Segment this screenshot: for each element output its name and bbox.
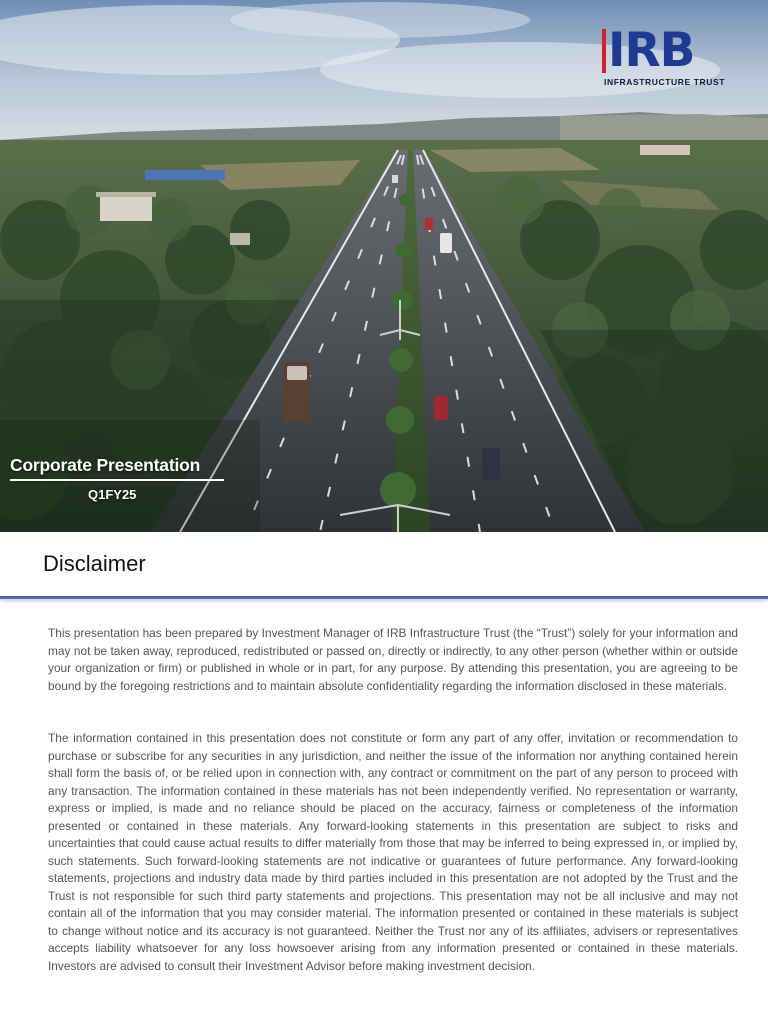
disclaimer-paragraph-2: The information contained in this presentation does not constitute or form any part of any offer, invitation or recommendation to purchase or subscribe for any securities in any jurisdiction, and neither the issue of the information nor anything contained herein shall form the basis of, or be relied upon in connection with, any contract or commitment on the part of any person to proceed with any transaction. The information contained in these materials has not been independently verified. No representation or warranty, express or implied, is made and no reliance should be placed on the accuracy, fairness or completeness of the information presented or contained in these materials. Any forward-looking statements in this presentation are subject to risks and uncertainties that could cause actual results to differ materially from those that may be inferred to being expressed in, or implied by, such statements. Such forward-looking statements are not indicative or guarantees of future performance. Any forward-looking statements, projections and industry data made by third parties included in this presentation are not adopted by the Trust and the Trust is not responsible for such third party statements and projections. This presentation may not be all inclusive and may not contain all of the information that you may consider material. The information presented or contained in these materials is subject to change without notice and its accuracy is not guaranteed. Neither the Trust nor any of its affiliates, advisers or representatives accepts liability whatsoever for any loss howsoever arising from any information presented or contained in these materials. Investors are advised to consult their Investment Advisor before making investment decision. bbox=[48, 731, 738, 973]
logo-mark bbox=[602, 23, 695, 78]
logo-subtitle: INFRASTRUCTURE TRUST bbox=[604, 77, 726, 87]
disclaimer-paragraph-1: This presentation has been prepared by Investment Manager of IRB Infrastructure Trust (the “Trust”) solely for your information and may not be taken away, reproduced, redistributed or passed on, directly or indirectly, to any other person (whether within or outside your organization or firm) or published in whole or in part, for any purpose. By attending this presentation, you are agreeing to be bound by the foregoing restrictions and to maintain absolute confidentiality regarding the information disclosed in these materials. bbox=[48, 626, 738, 693]
logo-red-bar bbox=[602, 29, 606, 73]
disclaimer-body bbox=[48, 625, 738, 975]
disclaimer-heading: Disclaimer bbox=[43, 551, 146, 576]
presentation-period: Q1FY25 bbox=[88, 487, 137, 502]
irb-logo bbox=[602, 23, 732, 91]
presentation-title: Corporate Presentation bbox=[10, 455, 201, 475]
title-underline bbox=[10, 479, 224, 481]
heading-divider bbox=[0, 596, 768, 599]
logo-letters: IRB bbox=[608, 23, 695, 78]
